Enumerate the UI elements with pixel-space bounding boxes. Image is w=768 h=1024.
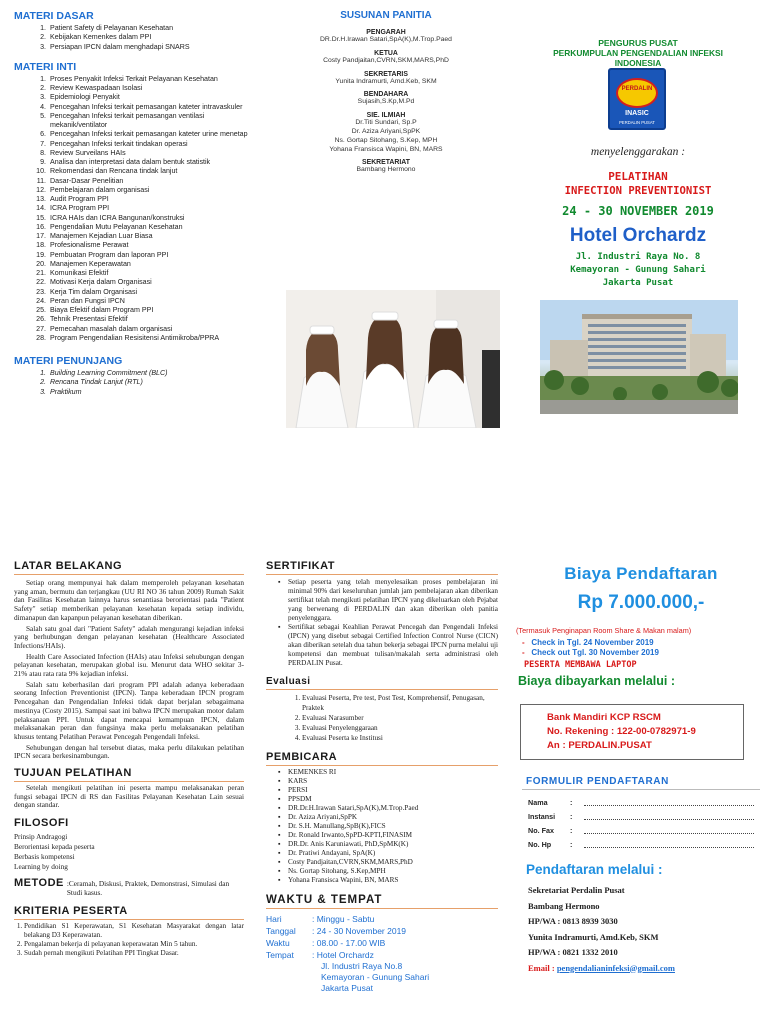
pembicara-item: ▪ PPSDM xyxy=(288,795,498,804)
bank-box xyxy=(520,704,744,760)
filosofi-title: FILOSOFI xyxy=(14,817,69,830)
materi-inti-item: 18. Profesionalisme Perawat xyxy=(48,241,252,250)
panitia-name: Dr. Aziza Ariyani,SpPK xyxy=(351,127,421,135)
materi-inti-title: MATERI INTI xyxy=(14,60,77,73)
pembicara-item: ▪ Dr. Ronald Irwanto,SpPD-KPTI,FINASIM xyxy=(288,831,498,840)
waktu-divider xyxy=(266,908,498,909)
panitia-list xyxy=(276,29,496,175)
materi-dasar-item: 3. Persiapan IPCN dalam menghadapi SNARS xyxy=(48,43,252,52)
materi-inti-item: 3. Epidemiologi Penyakit xyxy=(48,93,252,102)
pembicara-item: ▪ DR.Dr. Anis Karuniawati, PhD,SpMK(K) xyxy=(288,840,498,849)
evaluasi-title: Evaluasi xyxy=(266,676,311,687)
panitia-name: Yunita Indramurti, Amd.Keb, SKM xyxy=(335,77,437,85)
materi-inti-item: 22. Motivasi Kerja dalam Organisasi xyxy=(48,278,252,287)
kontak-line: Yunita Indramurti, Amd.Keb, SKM xyxy=(528,931,659,942)
materi-inti-item: 8. Review Surveilans HAIs xyxy=(48,149,252,158)
sertifikat-item: ▪ Setiap peserta yang telah menyelesaikan proses pembelajaran ini minimal 90% dari keseluruhan jumlah jam pembelajaran akan diberikan sertifikat telah mengikuti pelatihan IPCN yang dikeluarkan oleh Pejabat yang berwenang di PERDALIN dan akan diberikan oleh panitia penyelenggara. xyxy=(288,578,498,623)
latar-title: LATAR BELAKANG xyxy=(14,560,123,572)
materi-inti-item: 4. Pencegahan Infeksi terkait pemasangan kateter intravaskuler xyxy=(48,103,252,112)
evaluasi-item: 4. Evaluasi Peserta ke Institusi xyxy=(302,733,498,743)
evaluasi-list xyxy=(266,693,498,743)
panitia-name: Costy Pandjaitan,CVRN,SKM,MARS,PhD xyxy=(323,56,449,64)
org-name-line1: PERKUMPULAN PENGENDALIAN INFEKSI xyxy=(553,48,723,58)
materi-dasar-title: MATERI DASAR xyxy=(14,10,94,22)
waktu-title: WAKTU & TEMPAT xyxy=(266,894,383,906)
waktu-value: : 08.00 - 17.00 WIB xyxy=(312,938,386,948)
filosofi-item: Berbasis kompetensi xyxy=(14,852,75,862)
form-field-row xyxy=(528,824,754,838)
header-column xyxy=(512,10,764,530)
filosofi-list xyxy=(14,832,244,872)
materi-penunjang-item: 2. Rencana Tindak Lanjut (RTL) xyxy=(48,378,252,387)
nurses-photo xyxy=(286,290,500,428)
kriteria-item: 3. Sudah pernah mengikuti Pelatihan PPI Tingkat Dasar. xyxy=(24,949,244,958)
logo-top-text: PERDALIN xyxy=(621,86,653,92)
kriteria-item: 1. Pendidikan S1 Keperawatan, S1 Kesehatan Masyarakat dengan latar belakang D3 Keperawatan. xyxy=(24,922,244,940)
pengurus-pusat: PENGURUS PUSAT xyxy=(598,38,678,48)
checkout-row: - Check out Tgl. 30 November 2019 xyxy=(522,648,659,657)
waktu-label: Waktu xyxy=(266,938,290,948)
tempat-line: Jakarta Pusat xyxy=(321,983,373,993)
latar-column xyxy=(14,560,244,1024)
panitia-role: PENGARAH xyxy=(366,29,406,36)
waktu-value: : Minggu - Sabtu xyxy=(312,914,375,924)
latar-paragraph: Health Care Associated Infection (HAIs) atau Infeksi sehubungan dengan pelayanan kesehatan, merupakan global isu. Menurut data WHO sekitar 3-21% atau rata rata 9% kejadian infeksi. xyxy=(14,651,244,679)
latar-paragraph: Salah satu goal dari "Patient Safety" adalah mengurangi kejadian infeksi yang berhubungan dengan pelayanan kesehatan (Healthcare Associated Infections/HAIs). xyxy=(14,623,244,650)
checkout-text: Check out Tgl. 30 November 2019 xyxy=(531,648,659,657)
biaya-amount: Rp 7.000.000,- xyxy=(577,592,705,613)
form-field-input[interactable] xyxy=(584,824,754,834)
biaya-column xyxy=(516,560,766,1024)
materi-inti-item: 12. Pembelajaran dalam organisasi xyxy=(48,186,252,195)
checkin-text: Check in Tgl. 24 November 2019 xyxy=(531,638,654,647)
materi-inti-item: 25. Biaya Efektif dalam Program PPI xyxy=(48,306,252,315)
email-row xyxy=(528,961,766,976)
sertifikat-divider xyxy=(266,574,498,575)
email-label: Email : xyxy=(528,962,555,973)
filosofi-item: Prinsip Andragogi xyxy=(14,832,68,842)
materi-inti-item: 1. Proses Penyakit Infeksi Terkait Pelayanan Kesehatan xyxy=(48,75,252,84)
tempat-lines xyxy=(315,961,498,994)
materi-inti-item: 13. Audit Program PPI xyxy=(48,195,252,204)
evaluasi-divider xyxy=(266,689,498,690)
latar-paragraphs xyxy=(14,579,244,761)
logo-sub-text: PERDALIN PUSAT xyxy=(619,120,655,125)
pembicara-title: PEMBICARA xyxy=(266,751,338,763)
materi-inti-list xyxy=(14,75,252,343)
dibayarkan-title: Biaya dibayarkan melalui : xyxy=(518,674,676,688)
laptop-note: PESERTA MEMBAWA LAPTOP xyxy=(524,660,637,670)
materi-penunjang-item: 3. Praktikum xyxy=(48,388,252,397)
panitia-role: SEKRETARIAT xyxy=(362,159,410,167)
email-link[interactable]: pengendalianinfeksi@gmail.com xyxy=(556,962,675,973)
evaluasi-item: 2. Evaluasi Narasumber xyxy=(302,713,498,723)
form-field-input[interactable] xyxy=(584,838,754,848)
form-field-colon: : xyxy=(570,798,573,807)
venue-name: Hotel Orchardz xyxy=(569,225,707,246)
biaya-note: (Termasuk Penginapan Room Share & Makan malam) xyxy=(516,626,692,635)
form-field-label: Nama xyxy=(528,798,548,807)
form-field-input[interactable] xyxy=(584,810,754,820)
panitia-role: SIE. ILMIAH xyxy=(366,112,406,120)
panitia-name: Yohana Fransisca Wapini, BN, MARS xyxy=(329,145,443,153)
perdalin-logo xyxy=(608,68,666,130)
kriteria-list xyxy=(14,922,244,958)
panitia-role: BENDAHARA xyxy=(363,91,409,99)
kriteria-item: 2. Pengalaman bekerja di pelayanan keperawatan Min 5 tahun. xyxy=(24,940,244,949)
form-field-row xyxy=(528,838,754,852)
materi-inti-item: 5. Pencegahan Infeksi terkait pemasangan ventilasi mekanik/ventilator xyxy=(48,112,252,131)
form-field-colon: : xyxy=(570,840,573,849)
venue-address-line3: Jakarta Pusat xyxy=(602,278,674,288)
kriteria-title: KRITERIA PESERTA xyxy=(14,904,128,917)
materi-inti-item: 14. ICRA Program PPI xyxy=(48,204,252,213)
panitia-name: DR.Dr.H.Irawan Satari,SpA(K),M.Trop.Paed xyxy=(320,36,452,43)
panitia-role: KETUA xyxy=(374,49,398,57)
panitia-column xyxy=(276,10,496,290)
materi-dasar-item: 1. Patient Safety di Pelayanan Kesehatan xyxy=(48,24,252,33)
materi-inti-item: 7. Pencegahan Infeksi terkait tindakan operasi xyxy=(48,140,252,149)
tujuan-divider xyxy=(14,781,244,782)
pembicara-item: ▪ KARS xyxy=(288,777,498,786)
latar-paragraph: Salah satu keberhasilan dari program PPI adalah adanya keberadaan seorang Infection Preventionist (IPCN). Tanpa keberadaan IPCN program Pencegahan dan Pengendalian Infeksi tidak dapat berjalan sebagaimana mestinya (Costy 2015). Sampai saat ini bahwa IPCN merupakan motor dalam pelaksanaan PPI. Untuk dapat mencapai kemampuan IPCN, dalam melaksanakan peran dan fungsinya maka perlu melaksanakan pelatihan khusus tentang Pelatihan Perawat Pencegah Pengendali Infeksi. xyxy=(14,679,244,741)
waktu-row xyxy=(266,949,498,961)
venue-address-line2: Kemayoran - Gunung Sahari xyxy=(570,265,706,275)
kontak-line: Sekretariat Perdalin Pusat xyxy=(528,885,625,895)
latar-paragraph: Setiap orang mempunyai hak dalam memperoleh pelayanan kesehatan yang aman, bermutu dan terjangkau (UU RI NO 36 tahun 2009) Rumah Sakit dan Fasilitas Kesehatan lainnya harus senantiasa berorientasi pada "Patient Safety" setiap memberikan pelayanan kesehatan kepada setiap individu, dimanapun dan kapanpun pelayanan kesehatan diberikan. xyxy=(14,578,244,622)
tempat-line: Kemayoran - Gunung Sahari xyxy=(321,972,430,982)
panitia-name: Sujasih,S.Kp,M.Pd xyxy=(357,98,415,106)
waktu-value: : Hotel Orchardz xyxy=(312,950,374,960)
materi-inti-item: 23. Kerja Tim dalam Organisasi xyxy=(48,288,252,297)
materi-inti-item: 24. Peran dan Fungsi IPCN xyxy=(48,297,252,306)
formulir-title: FORMULIR PENDAFTARAN xyxy=(526,776,669,787)
materi-inti-item: 27. Pemecahan masalah dalam organisasi xyxy=(48,325,252,334)
formulir-divider xyxy=(522,789,760,790)
formulir-fields xyxy=(528,796,754,852)
form-field-label: No. Hp xyxy=(528,840,552,849)
sertifikat-list xyxy=(266,578,498,668)
waktu-row xyxy=(266,937,498,949)
materi-inti-item: 15. ICRA HAIs dan ICRA Bangunan/konstruksi xyxy=(48,214,252,223)
pembicara-item: ▪ KEMENKES RI xyxy=(288,768,498,777)
pembicara-item: ▪ PERSI xyxy=(288,786,498,795)
latar-paragraph: Sehubungan dengan hal tersebut diatas, maka perlu dilakukan pelatihan IPCN secara berkesinambungan. xyxy=(14,742,244,761)
bank-rekening: No. Rekening : 122-00-0782971-9 xyxy=(547,726,696,737)
evaluasi-item: 3. Evaluasi Penyelenggaraan xyxy=(302,723,498,733)
materi-penunjang-title: MATERI PENUNJANG xyxy=(14,355,123,367)
waktu-row xyxy=(266,925,498,937)
event-dates: 24 - 30 NOVEMBER 2019 xyxy=(562,204,714,218)
waktu-value: : 24 - 30 November 2019 xyxy=(312,926,407,936)
kontak-line: Bambang Hermono xyxy=(528,900,600,911)
waktu-row xyxy=(266,913,498,925)
materi-inti-item: 21. Komunikasi Efektif xyxy=(48,269,252,278)
materi-inti-item: 20. Manajemen Keperawatan xyxy=(48,260,252,269)
event-line1: PELATIHAN xyxy=(608,170,668,183)
pembicara-item: ▪ Ns. Gortap Sitohang, S.Kep,MPH xyxy=(288,867,498,876)
kontak-lines xyxy=(528,883,766,961)
sertifikat-column xyxy=(266,560,498,1024)
pembicara-divider xyxy=(266,765,498,766)
metode-title: METODE xyxy=(14,877,64,890)
materi-inti-item: 2. Review Kewaspadaan Isolasi xyxy=(48,84,252,93)
materi-dasar-list xyxy=(14,24,252,52)
waktu-label: Hari xyxy=(266,914,282,924)
tujuan-text: Setelah mengikuti pelatihan ini peserta mampu melaksanakan peran fungsi sebagai IPCN di RS dan Fasilitas Pelayanan Kesehatan Lain sesuai dengan standar. xyxy=(14,783,244,810)
materi-penunjang-item: 1. Building Learning Commitment (BLC) xyxy=(48,369,252,378)
logo-emblem-icon xyxy=(616,78,658,108)
logo-bottom-text: INASIC xyxy=(625,110,649,117)
pembicara-item: ▪ Dr. Pratiwi Andayani, SpA(K) xyxy=(288,849,498,858)
materi-inti-item: 28. Program Pengendalian Resisitensi Antimikroba/PPRA xyxy=(48,334,252,343)
kontak-title: Pendaftaran melalui : xyxy=(526,862,663,877)
tujuan-title: TUJUAN PELATIHAN xyxy=(14,767,132,780)
hotel-photo xyxy=(540,300,738,414)
filosofi-item: Berorientasi kepada peserta xyxy=(14,842,95,852)
venue-address-line1: Jl. Industri Raya No. 8 xyxy=(575,252,701,262)
materi-inti-item: 16. Pengendalian Mutu Pelayanan Kesehatan xyxy=(48,223,252,232)
pembicara-list xyxy=(266,768,498,885)
form-field-label: Instansi xyxy=(528,812,556,821)
panitia-name: Ns. Gortap Sitohang, S.Kep, MPH xyxy=(334,136,438,144)
form-field-label: No. Fax xyxy=(528,826,554,835)
form-field-row xyxy=(528,810,754,824)
kontak-line: HP/WA : 0821 1332 2010 xyxy=(528,947,618,957)
panitia-name: Dr.Titi Sundari, Sp.P xyxy=(355,119,417,127)
materi-dasar-item: 2. Kebijakan Kemenkes dalam PPI xyxy=(48,33,252,42)
checkin-row: - Check in Tgl. 24 November 2019 xyxy=(522,638,654,647)
pembicara-item: ▪ Costy Pandjaitan,CVRN,SKM,MARS,PhD xyxy=(288,858,498,867)
panitia-title: SUSUNAN PANITIA xyxy=(340,10,432,21)
pembicara-item: ▪ Dr. S.H. Manullang,SpB(K),FICS xyxy=(288,822,498,831)
sertifikat-title: SERTIFIKAT xyxy=(266,560,335,572)
pembicara-item: ▪ Dr. Aziza Ariyani,SpPK xyxy=(288,813,498,822)
materi-inti-item: 11. Dasar-Dasar Penelitian xyxy=(48,177,252,186)
form-field-colon: : xyxy=(570,826,573,835)
materi-inti-item: 6. Pencegahan Infeksi terkait pemasangan kateter urine menetap xyxy=(48,130,252,139)
materi-column xyxy=(14,10,252,490)
event-line2: INFECTION PREVENTIONIST xyxy=(564,185,712,197)
panitia-name: Bambang Hermono xyxy=(356,166,416,174)
org-name-line2: INDONESIA xyxy=(614,58,662,68)
kriteria-divider xyxy=(14,919,244,920)
filosofi-item: Learning by doing xyxy=(14,862,68,872)
form-field-input[interactable] xyxy=(584,796,754,806)
materi-inti-item: 19. Pembuatan Program dan laporan PPI xyxy=(48,251,252,260)
form-field-colon: : xyxy=(570,812,573,821)
menyelenggarakan-text: menyelenggarakan : xyxy=(590,146,686,158)
evaluasi-item: 1. Evaluasi Peserta, Pre test, Post Test, Komprehensif, Penugasan, Praktek xyxy=(302,693,498,713)
materi-inti-item: 9. Analisa dan interpretasi data dalam bentuk statistik xyxy=(48,158,252,167)
pembicara-item: ▪ Yohana Fransisca Wapini, BN, MARS xyxy=(288,876,498,885)
latar-divider xyxy=(14,574,244,575)
waktu-rows xyxy=(266,913,498,961)
sertifikat-item: ▪ Sertifikat sebagai Keahlian Perawat Pencegah dan Pengendali Infeksi (IPCN) yang disebut sebagai Certified Infection Control Nurse (CICN) akan diberikan setelah dua tahun bekerja sebagai IPCN purna melalui uji kompetensi dan membuat tulisan/makalah serta administrasi oleh PERDALIN Pusat. xyxy=(288,623,498,668)
waktu-label: Tanggal xyxy=(266,926,296,936)
materi-inti-item: 10. Rekomendasi dan Rencana tindak lanjut xyxy=(48,167,252,176)
metode-row xyxy=(14,877,244,898)
metode-text: :Ceramah, Diskusi, Praktek, Demonstrasi, Simulasi dan Studi kasus. xyxy=(66,879,230,897)
panitia-role: SEKRETARIS xyxy=(364,70,408,78)
pembicara-item: ▪ DR.Dr.H.Irawan Satari,SpA(K),M.Trop.Paed xyxy=(288,804,498,813)
materi-inti-item: 17. Manajemen Kejadian Luar Biasa xyxy=(48,232,252,241)
waktu-label: Tempat xyxy=(266,950,294,960)
biaya-title: Biaya Pendaftaran xyxy=(564,564,718,583)
bank-name: Bank Mandiri KCP RSCM xyxy=(547,712,661,723)
materi-inti-item: 26. Tehnik Presentasi Efektif xyxy=(48,315,252,324)
bank-an: An : PERDALIN.PUSAT xyxy=(547,740,652,751)
form-field-row xyxy=(528,796,754,810)
tempat-line: Jl. Industri Raya No.8 xyxy=(321,961,403,971)
kontak-line: HP/WA : 0813 8939 3030 xyxy=(528,916,618,926)
materi-penunjang-list xyxy=(14,369,252,397)
